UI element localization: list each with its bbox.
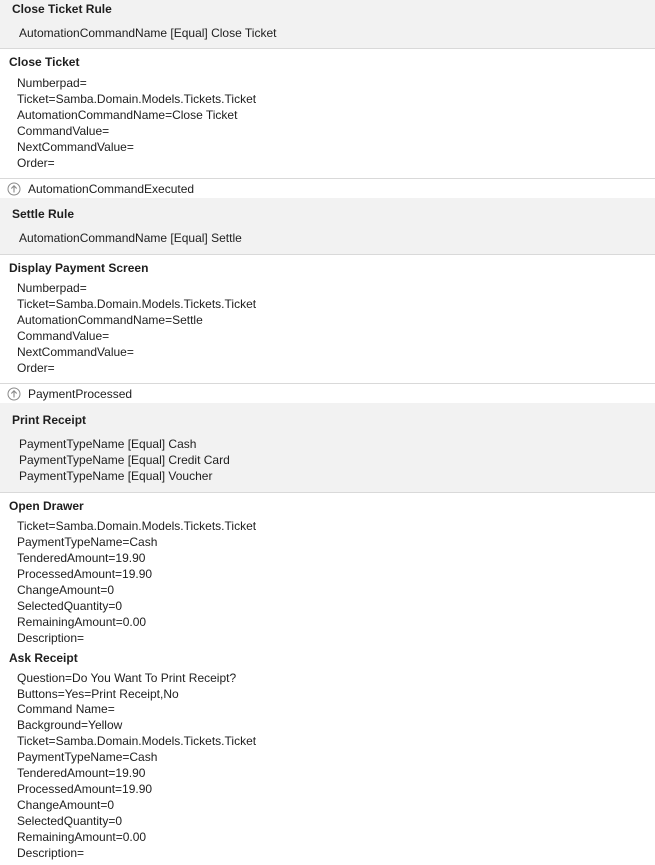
rule-condition: PaymentTypeName [Equal] Credit Card <box>19 453 230 467</box>
action-title: Display Payment Screen <box>9 261 149 275</box>
action-param: PaymentTypeName=Cash <box>17 750 158 764</box>
action-param: NextCommandValue= <box>17 345 134 359</box>
action-param: Question=Do You Want To Print Receipt? <box>17 671 237 685</box>
action-param: RemainingAmount=0.00 <box>17 830 147 844</box>
action-param: Order= <box>17 361 55 375</box>
action-param: Command Name= <box>17 702 115 716</box>
action-param: AutomationCommandName=Close Ticket <box>17 108 238 122</box>
rule-close-ticket[interactable] <box>0 0 655 48</box>
rule-condition: PaymentTypeName [Equal] Cash <box>19 437 197 451</box>
action-title: Close Ticket <box>9 55 80 69</box>
action-param: Description= <box>17 631 85 645</box>
rule-title: Settle Rule <box>12 207 75 221</box>
rule-title: Close Ticket Rule <box>12 2 112 16</box>
action-param: CommandValue= <box>17 329 110 343</box>
arrow-up-circle-icon[interactable] <box>7 387 21 401</box>
action-open-drawer[interactable] <box>0 492 655 865</box>
action-display-payment-screen[interactable] <box>0 254 655 383</box>
rule-print-receipt[interactable] <box>0 403 655 492</box>
action-title-ask-receipt[interactable]: Ask Receipt <box>9 651 78 665</box>
action-param: Buttons=Yes=Print Receipt,No <box>17 687 179 701</box>
action-param: Ticket=Samba.Domain.Models.Tickets.Ticket <box>17 734 257 748</box>
action-param: CommandValue= <box>17 124 110 138</box>
action-param: ProcessedAmount=19.90 <box>17 567 153 581</box>
rule-condition: AutomationCommandName [Equal] Settle <box>19 231 242 245</box>
action-param: ChangeAmount=0 <box>17 798 115 812</box>
action-param: ChangeAmount=0 <box>17 583 115 597</box>
action-param: AutomationCommandName=Settle <box>17 313 203 327</box>
rule-condition: PaymentTypeName [Equal] Voucher <box>19 469 213 483</box>
arrow-up-circle-icon[interactable] <box>7 182 21 196</box>
action-close-ticket[interactable] <box>0 48 655 178</box>
action-param: Ticket=Samba.Domain.Models.Tickets.Ticket <box>17 92 257 106</box>
action-param: RemainingAmount=0.00 <box>17 615 147 629</box>
action-param: TenderedAmount=19.90 <box>17 766 146 780</box>
rule-condition: AutomationCommandName [Equal] Close Ticket <box>19 26 277 40</box>
action-param: ProcessedAmount=19.90 <box>17 782 153 796</box>
action-param: Description= <box>17 846 85 860</box>
action-param: Numberpad= <box>17 76 87 90</box>
action-param: Ticket=Samba.Domain.Models.Tickets.Ticket <box>17 519 257 533</box>
rule-settle[interactable] <box>0 198 655 254</box>
action-param: Numberpad= <box>17 281 87 295</box>
action-param: SelectedQuantity=0 <box>17 599 123 613</box>
action-param: Order= <box>17 156 55 170</box>
event-label: PaymentProcessed <box>28 387 133 401</box>
action-param: PaymentTypeName=Cash <box>17 535 158 549</box>
action-param: Ticket=Samba.Domain.Models.Tickets.Ticket <box>17 297 257 311</box>
action-title: Open Drawer <box>9 499 84 513</box>
rule-title: Print Receipt <box>12 413 87 427</box>
action-param: NextCommandValue= <box>17 140 134 154</box>
event-automation-command-executed[interactable] <box>0 178 655 198</box>
action-param: Background=Yellow <box>17 718 123 732</box>
event-label: AutomationCommandExecuted <box>28 182 195 196</box>
event-payment-processed[interactable] <box>0 383 655 403</box>
action-param: SelectedQuantity=0 <box>17 814 123 828</box>
action-param: TenderedAmount=19.90 <box>17 551 146 565</box>
